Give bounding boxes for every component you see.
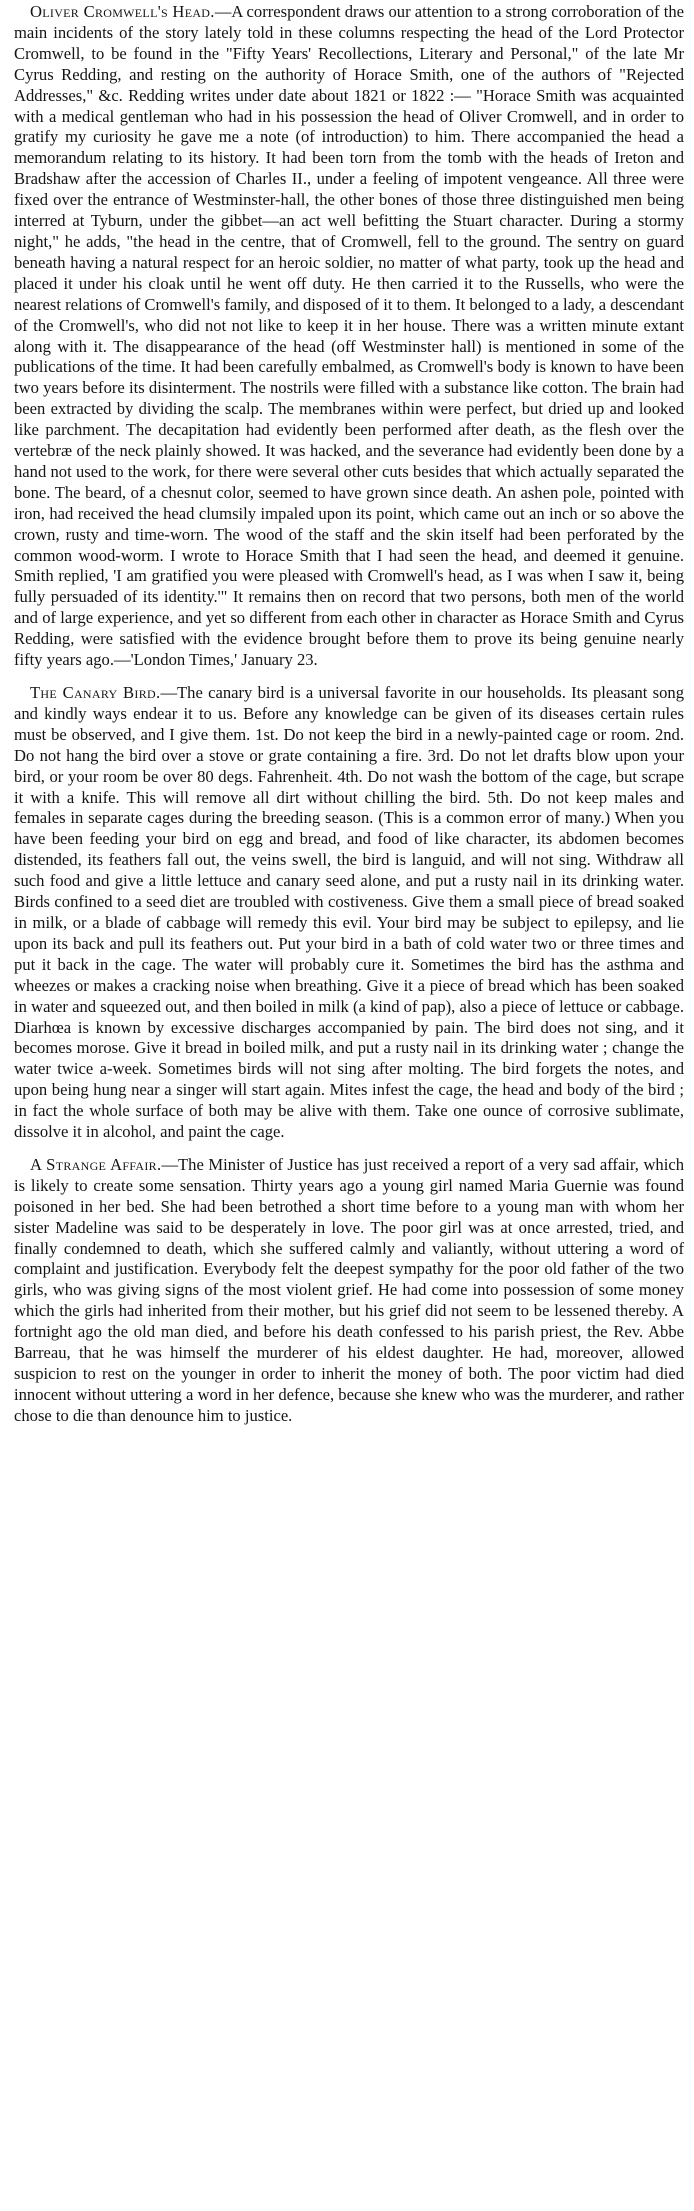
article-body: —The canary bird is a universal favorite in our households. Its pleasant song and kindly ways endear it to us. Before any knowledge can be given of its diseases certain rules must be observed, and I give them. 1st. Do not keep the bird in a newly-painted cage or room. 2nd. Do not hang the bird over a stove or grate containing a fire. 3rd. Do not let drafts blow upon your bird, or your room be over 80 degs. Fahrenheit. 4th. Do not wash the bottom of the cage, but scrape it with a knife. This will remove all dirt without chilling the bird. 5th. Do not keep males and females in separate cages during the breeding season. (This is a common error of many.) When you have been feeding your bird on egg and bread, and food of like character, its abdomen becomes distended, its feathers fall out, the veins swell, the bird is languid, and will not sing. Withdraw all such food and give a little lettuce and canary seed alone, and put a rusty nail in its drinking water. Birds confined to a seed diet are troubled with costiveness. Give them a small piece of bread soaked in milk, or a blade of cabbage will remedy this evil. Your bird may be subject to epilepsy, and lie upon its back and pull its feathers out. Put your bird in a bath of cold water two or three times and put it back in the cage. The water will probably cure it. Sometimes the bird has the asthma and wheezes or makes a cracking noise when breathing. Give it a piece of bread which has been soaked in water and squeezed out, and then boiled in milk (a kind of pap), also a piece of lettuce or cabbage. Diarhœa is known by excessive discharges accompanied by pain. The bird does not sing, and it becomes morose. Give it bread in boiled milk, and put a rusty nail in its drinking water ; change the water twice a-week. Sometimes birds will not sing after molting. The bird forgets the notes, and upon being hung near a singer will start again. Mites infest the cage, the head and body of the bird ; in fact the whole surface of both may be alive with them. Take one ounce of corrosive sublimate, dissolve it in alcohol, and paint the cage.	[14, 683, 684, 1142]
article-paragraph	[14, 683, 684, 1143]
article-paragraph	[14, 1155, 684, 1427]
article-strange-affair	[14, 1155, 684, 1427]
article-body: —The Minister of Justice has just received a report of a very sad affair, which is likely to create some sensation. Thirty years ago a young girl named Maria Guernie was found poisoned in her bed. She had been betrothed a short time before to a young man with whom her sister Madeline was said to be desperately in love. The poor girl was at once arrested, tried, and finally condemned to death, which she suffered calmly and valiantly, without uttering a word of complaint and justification. Everybody felt the deepest sympathy for the poor old father of the two girls, who was giving signs of the most violent grief. He had come into possession of some money which the girls had inherited from their mother, but his grief did not seem to be lessened thereby. A fortnight ago the old man died, and before his death confessed to his parish priest, the Rev. Abbe Barreau, that he was himself the murderer of his eldest daughter. He had, moreover, allowed suspicion to rest on the younger in order to inherit the money of both. The poor victim had died innocent without uttering a word in her defence, because she knew who was the murderer, and rather chose to die than denounce him to justice.	[14, 1154, 684, 1425]
article-heading: Oliver Cromwell's Head.	[30, 2, 215, 21]
article-heading: The Canary Bird.	[30, 683, 161, 702]
article-paragraph	[14, 2, 684, 671]
article-canary-bird	[14, 683, 684, 1143]
article-body: —A correspondent draws our attention to a strong corroboration of the main incidents of the story lately told in these columns respecting the head of the Lord Protector Cromwell, to be found in the "Fifty Years' Recollections, Literary and Personal," of the late Mr Cyrus Redding, and resting on the authority of Horace Smith, one of the authors of "Rejected Addresses," &c. Redding writes under date about 1821 or 1822 :— "Horace Smith was acquainted with a medical gentleman who had in his possession the head of Oliver Cromwell, and in order to gratify my curiosity he gave me a note (of introduction) to him. There accompanied the head a memorandum relating to its history. It had been torn from the tomb with the heads of Ireton and Bradshaw after the accession of Charles II., under a feeling of impotent vengeance. All three were fixed over the entrance of Westminster-hall, the other bones of those three distinguished men being interred at Tyburn, under the gibbet—an act well befitting the Stuart character. During a stormy night," he adds, "the head in the centre, that of Cromwell, fell to the ground. The sentry on guard beneath having a natural respect for an heroic soldier, no matter of what party, took up the head and placed it under his cloak until he went off duty. He then carried it to the Russells, who were the nearest relations of Cromwell's family, and disposed of it to them. It belonged to a lady, a descendant of the Cromwell's, who did not not like to keep it in her house. There was a written minute extant along with it. The disappearance of the head (off Westminster hall) is mentioned in some of the publications of the time. It had been carefully embalmed, as Cromwell's body is known to have been two years before its disinterment. The nostrils were filled with a substance like cotton. The brain had been extracted by dividing the scalp. The membranes within were perfect, but dried up and looked like parchment. The decapitation had evidently been performed after death, as the flesh over the vertebræ of the neck plainly showed. It was hacked, and the severance had evidently been done by a hand not used to the work, for there were several other cuts besides that which actually separated the bone. The beard, of a chesnut color, seemed to have grown since death. An ashen pole, pointed with iron, had received the head clumsily impaled upon its point, which came out an inch or so above the crown, rusty and time-worn. The wood of the staff and the skin itself had been perforated by the common wood-worm. I wrote to Horace Smith that I had seen the head, and deemed it genuine. Smith replied, 'I am gratified you were pleased with Cromwell's head, as I was when I saw it, being fully persuaded of its identity.'" It remains then on record that two persons, both men of the world and of large experience, and yet so different from each other in character as Horace Smith and Cyrus Redding, were satisfied with the evidence brought before them to prove its being genuine nearly fifty years ago.—'London Times,' January 23.	[14, 2, 684, 670]
article-heading: A Strange Affair.	[30, 1154, 162, 1174]
article-cromwells-head	[14, 0, 684, 671]
